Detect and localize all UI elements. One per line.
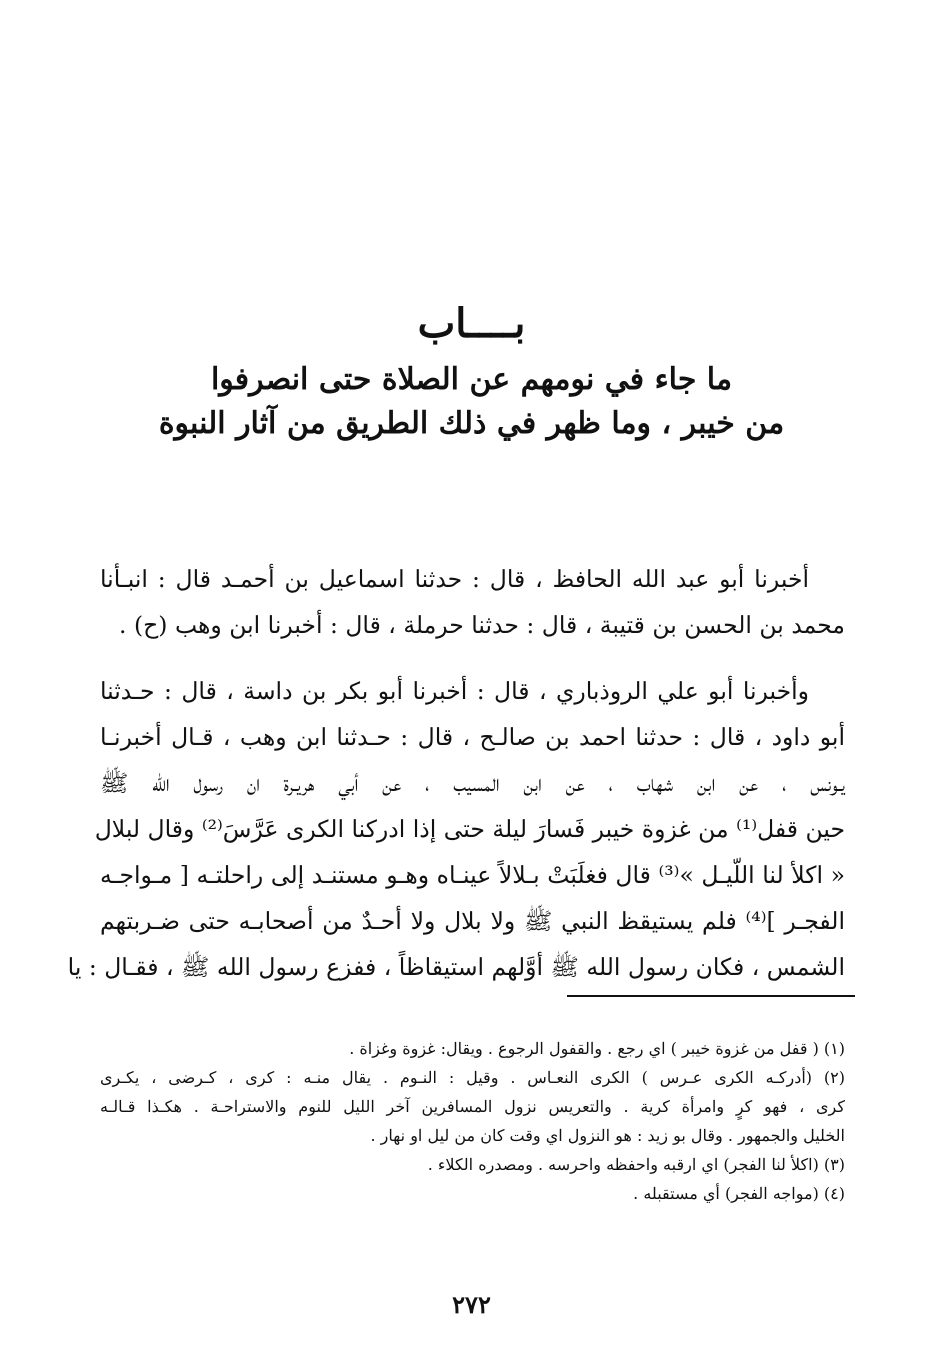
chapter-subtitle bbox=[150, 358, 793, 446]
text-line: « اكلأ لنا اللّيـل »⁽³⁾ قال فغلَبَتْ بـلالاً عينـاه وهـو مستنـد إلى راحلتـه [ مـواجـه bbox=[100, 861, 845, 889]
paragraph-isnad-2 bbox=[67, 668, 845, 990]
footnote-3: (٣) (اكلأ لنا الفجر) اي ارقبه واحفظه واحرسه . ومصدره الكلاء . bbox=[427, 1155, 845, 1174]
text-line: وأخبرنا أبو علي الروذباري ، قال : أخبرنا أبو بكر بن داسة ، قال : حـدثنا bbox=[100, 677, 809, 705]
subtitle-line: ما جاء في نومهم عن الصلاة حتى انصرفوا bbox=[210, 362, 733, 397]
page-number: ٢٧٢ bbox=[452, 1290, 491, 1319]
text-line: حين قفل⁽¹⁾ من غزوة خيبر فَسارَ ليلة حتى إذا ادركنا الكرى عَرَّسَ⁽²⁾ وقال لبلال bbox=[94, 815, 845, 843]
footnote-2-continuation: كرى ، فهو كرٍ وامرأة كرية . والتعريس نزول المسافرين آخر الليل للنوم والاستراحـة . هكـذا قـالـه bbox=[100, 1097, 845, 1116]
paragraph-isnad-1 bbox=[100, 556, 845, 648]
footnotes bbox=[100, 1034, 845, 1208]
footnote-2: (٢) (أدركـه الكرى عـرس ) الكرى النعـاس . وقيل : النـوم . يقال منـه : كرى ، كـرضى ، يكـرى bbox=[100, 1068, 845, 1087]
main-text bbox=[67, 556, 845, 1010]
footnote-2-continuation: الخليل والجمهور . وقال بو زيد : هو النزول اي وقت كان من ليل او نهار . bbox=[370, 1126, 845, 1145]
text-line: أخبرنا أبو عبد الله الحافظ ، قال : حدثنا اسماعيل بن أحمـد قال : انبـأنا bbox=[100, 565, 809, 593]
footnote-1: (١) ( قفل من غزوة خيبر ) اي رجع . والقفول الرجوع . ويقال: غزوة وغزاة . bbox=[349, 1039, 845, 1058]
text-line: الشمس ، فكان رسول الله ﷺ أوَّلهم استيقاظاً ، ففزع رسول الله ﷺ ، فقـال : يا bbox=[67, 953, 845, 981]
text-line: الفجـر ]⁽⁴⁾ فلم يستيقظ النبي ﷺ ولا بلال ولا أحـدٌ من أصحابـه حتى ضـربتهم bbox=[100, 907, 845, 935]
chapter-title: بــــاب bbox=[417, 300, 526, 347]
footnote-4: (٤) (مواجه الفجر) أي مستقبله . bbox=[633, 1184, 845, 1203]
text-line: محمد بن الحسن بن قتيبة ، قال : حدثنا حرملة ، قال : أخبرنا ابن وهب (ح) . bbox=[119, 611, 845, 639]
footnote-separator bbox=[567, 995, 855, 997]
subtitle-line: من خيبر ، وما ظهر في ذلك الطريق من آثار النبوة bbox=[158, 406, 785, 441]
text-line: يـونس ، عن ابن شهاب ، عن ابن المسيب ، عن أبي هريـرة ان رسول الله ﷺ bbox=[100, 769, 845, 797]
text-line: أبو داود ، قال : حدثنا احمد بن صالـح ، قال : حـدثنا ابن وهب ، قـال أخبرنـا bbox=[100, 723, 845, 751]
